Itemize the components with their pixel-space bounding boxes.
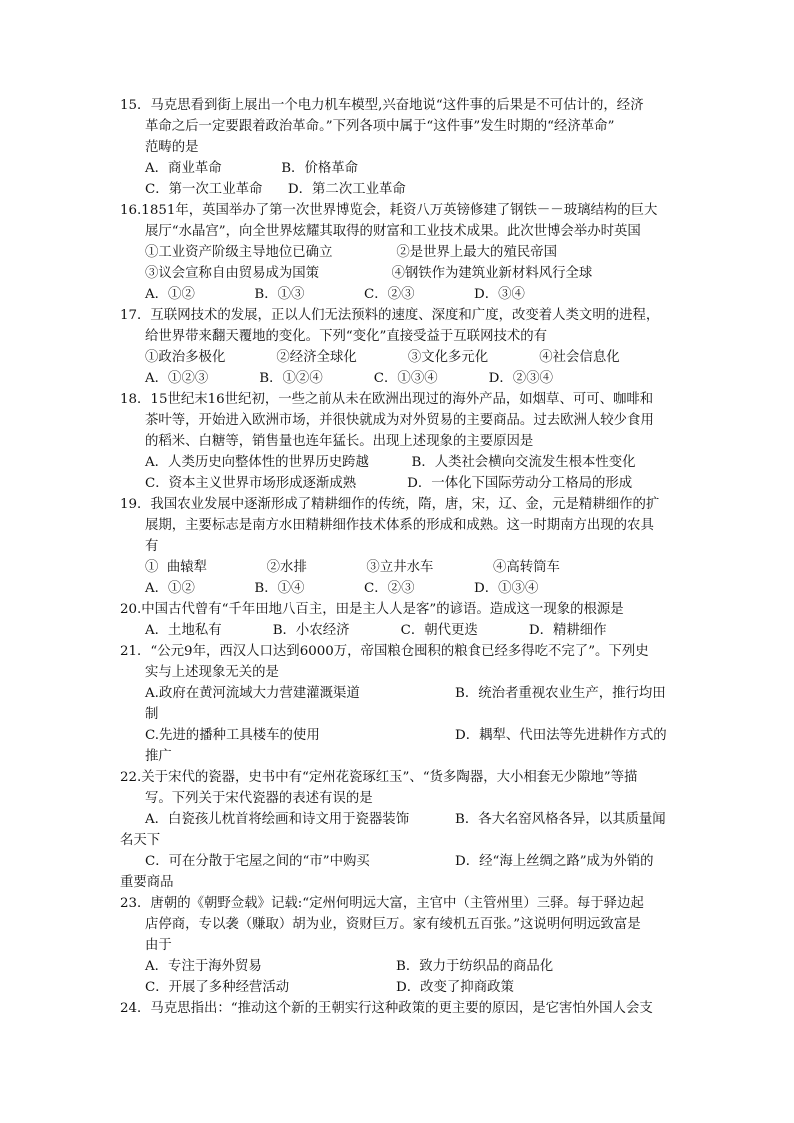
q21-stem-line1: 21．“公元9年，西汉人口达到6000万，帝国粮仓囤积的粮食已经多得吃不完了”。下列史 bbox=[120, 644, 649, 659]
q16-items-34: ③议会宣称自由贸易成为国策 ④钢铁作为建筑业新材料风行全球 bbox=[145, 266, 593, 281]
q15-stem-line1: 15．马克思看到街上展出一个电力机车模型,兴奋地说“这件事的后果是不可估计的，经济 bbox=[120, 98, 644, 113]
q16-stem-line2: 展厅“水晶宫”，向全世界炫耀其取得的财富和工业技术成果。此次世博会举办时英国 bbox=[145, 224, 641, 239]
q18-stem-line1: 18．15世纪末16世纪初，一些之前从未在欧洲出现过的海外产品，如烟草、可可、咖啡和 bbox=[120, 392, 654, 407]
q22-option-d: D．经“海上丝绸之路”成为外销的 bbox=[455, 854, 654, 869]
q21-option-d: D．耦犁、代田法等先进耕作方式的 bbox=[455, 728, 667, 743]
q21-option-c: C.先进的播种工具楼车的使用 bbox=[145, 728, 320, 743]
q19-stem-line2: 展期，主要标志是南方水田精耕细作技术体系的形成和成熟。这一时期南方出现的农具 bbox=[145, 518, 654, 533]
q22-option-b: B．各大名窑风格各异，以其质量闻 bbox=[455, 812, 666, 827]
q23-option-c: C．开展了多种经营活动 bbox=[145, 980, 290, 995]
q17-options: A．①②③ B．①②④ C．①③④ D．②③④ bbox=[145, 371, 553, 386]
q22-option-d-continued: 重要商品 bbox=[120, 875, 174, 890]
q15-stem-line2: 革命之后一定要跟着政治革命。”下列各项中属于“这件事”发生时期的“经济革命” bbox=[145, 119, 615, 134]
q19-items: ① 曲辕犁 ②水排 ③立井水车 ④高转筒车 bbox=[145, 560, 560, 575]
q23-option-d: D．改变了抑商政策 bbox=[396, 980, 514, 995]
q22-stem-line2: 写。下列关于宋代瓷器的表述有误的是 bbox=[145, 791, 373, 806]
q18-stem-line2: 茶叶等，开始进入欧洲市场，并很快就成为对外贸易的主要商品。过去欧洲人较少食用 bbox=[145, 413, 654, 428]
q23-option-a: A．专注于海外贸易 bbox=[145, 959, 262, 974]
q21-option-d-continued: 推广 bbox=[145, 749, 172, 764]
q21-option-a: A.政府在黄河流域大力营建灌溉渠道 bbox=[145, 686, 360, 701]
q16-items-12: ①工业资产阶级主导地位已确立 ②是世界上最大的殖民帝国 bbox=[145, 245, 558, 260]
q23-stem-line2: 店停商，专以袭（赚取）胡为业，资财巨万。家有绫机五百张。”这说明何明远致富是 bbox=[145, 917, 641, 932]
q20-stem-line1: 20.中国古代曾有“千年田地八百主，田是主人人是客”的谚语。造成这一现象的根源是 bbox=[120, 602, 624, 617]
q24-stem-line1: 24．马克思指出：“推动这个新的王朝实行这种政策的更主要的原因，是它害怕外国人会支 bbox=[120, 1001, 653, 1016]
q23-stem-line1: 23．唐朝的《朝野佥载》记载:“定州何明远大富，主官中（主管州里）三驿。每于驿边起 bbox=[120, 896, 644, 911]
q19-stem-line1: 19．我国农业发展中逐渐形成了精耕细作的传统，隋，唐，宋，辽、金，元是精耕细作的扩 bbox=[120, 497, 660, 512]
q15-options-ab: A．商业革命 B．价格革命 bbox=[145, 161, 359, 176]
q16-options: A．①② B．①③ C．②③ D．③④ bbox=[145, 287, 525, 302]
q19-options: A．①② B．①④ C．②③ D．①③④ bbox=[145, 581, 539, 596]
q22-option-a: A．白瓷孩儿枕首将绘画和诗文用于瓷器装饰 bbox=[145, 812, 410, 827]
q15-options-cd: C．第一次工业革命 D．第二次工业革命 bbox=[145, 182, 406, 197]
q18-stem-line3: 的稻米、白糖等，销售量也连年猛长。出现上述现象的主要原因是 bbox=[145, 434, 534, 449]
q17-items: ①政治多极化 ②经济全球化 ③文化多元化 ④社会信息化 bbox=[145, 350, 620, 365]
q23-option-b: B．致力于纺织品的商品化 bbox=[396, 959, 554, 974]
q20-options: A．土地私有 B．小农经济 C．朝代更迭 D．精耕细作 bbox=[145, 623, 607, 638]
q15-stem-line3: 范畴的是 bbox=[145, 140, 199, 155]
q18-options-cd: C．资本主义世界市场形成逐渐成熟 D．一体化下国际劳动分工格局的形成 bbox=[145, 476, 633, 491]
q17-stem-line2: 给世界带来翻天覆地的变化。下列“变化”直接受益于互联网技术的有 bbox=[145, 329, 548, 344]
q23-stem-line3: 由于 bbox=[145, 938, 172, 953]
q17-stem-line1: 17．互联网技术的发展，正以人们无法预料的速度、深度和广度，改变着人类文明的进程， bbox=[120, 308, 660, 323]
q21-stem-line2: 实与上述现象无关的是 bbox=[145, 665, 279, 680]
q18-options-ab: A．人类历史向整体性的世界历史跨越 B．人类社会横向交流发生根本性变化 bbox=[145, 455, 636, 470]
q22-stem-line1: 22.关于宋代的瓷器，史书中有“定州花瓷琢红玉”、“货多陶器，大小相套无少隙地”等描 bbox=[120, 770, 638, 785]
q19-stem-line3: 有 bbox=[145, 539, 159, 554]
q16-stem-line1: 16.1851年，英国举办了第一次世界博览会，耗资八万英镑修建了钢铁－－玻璃结构的巨大 bbox=[120, 203, 658, 218]
q22-option-b-continued: 名天下 bbox=[120, 833, 161, 848]
q21-option-b: B．统治者重视农业生产，推行均田 bbox=[455, 686, 666, 701]
q21-option-b-continued: 制 bbox=[145, 707, 159, 722]
q22-option-c: C．可在分散于宅屋之间的“市”中购买 bbox=[145, 854, 370, 869]
